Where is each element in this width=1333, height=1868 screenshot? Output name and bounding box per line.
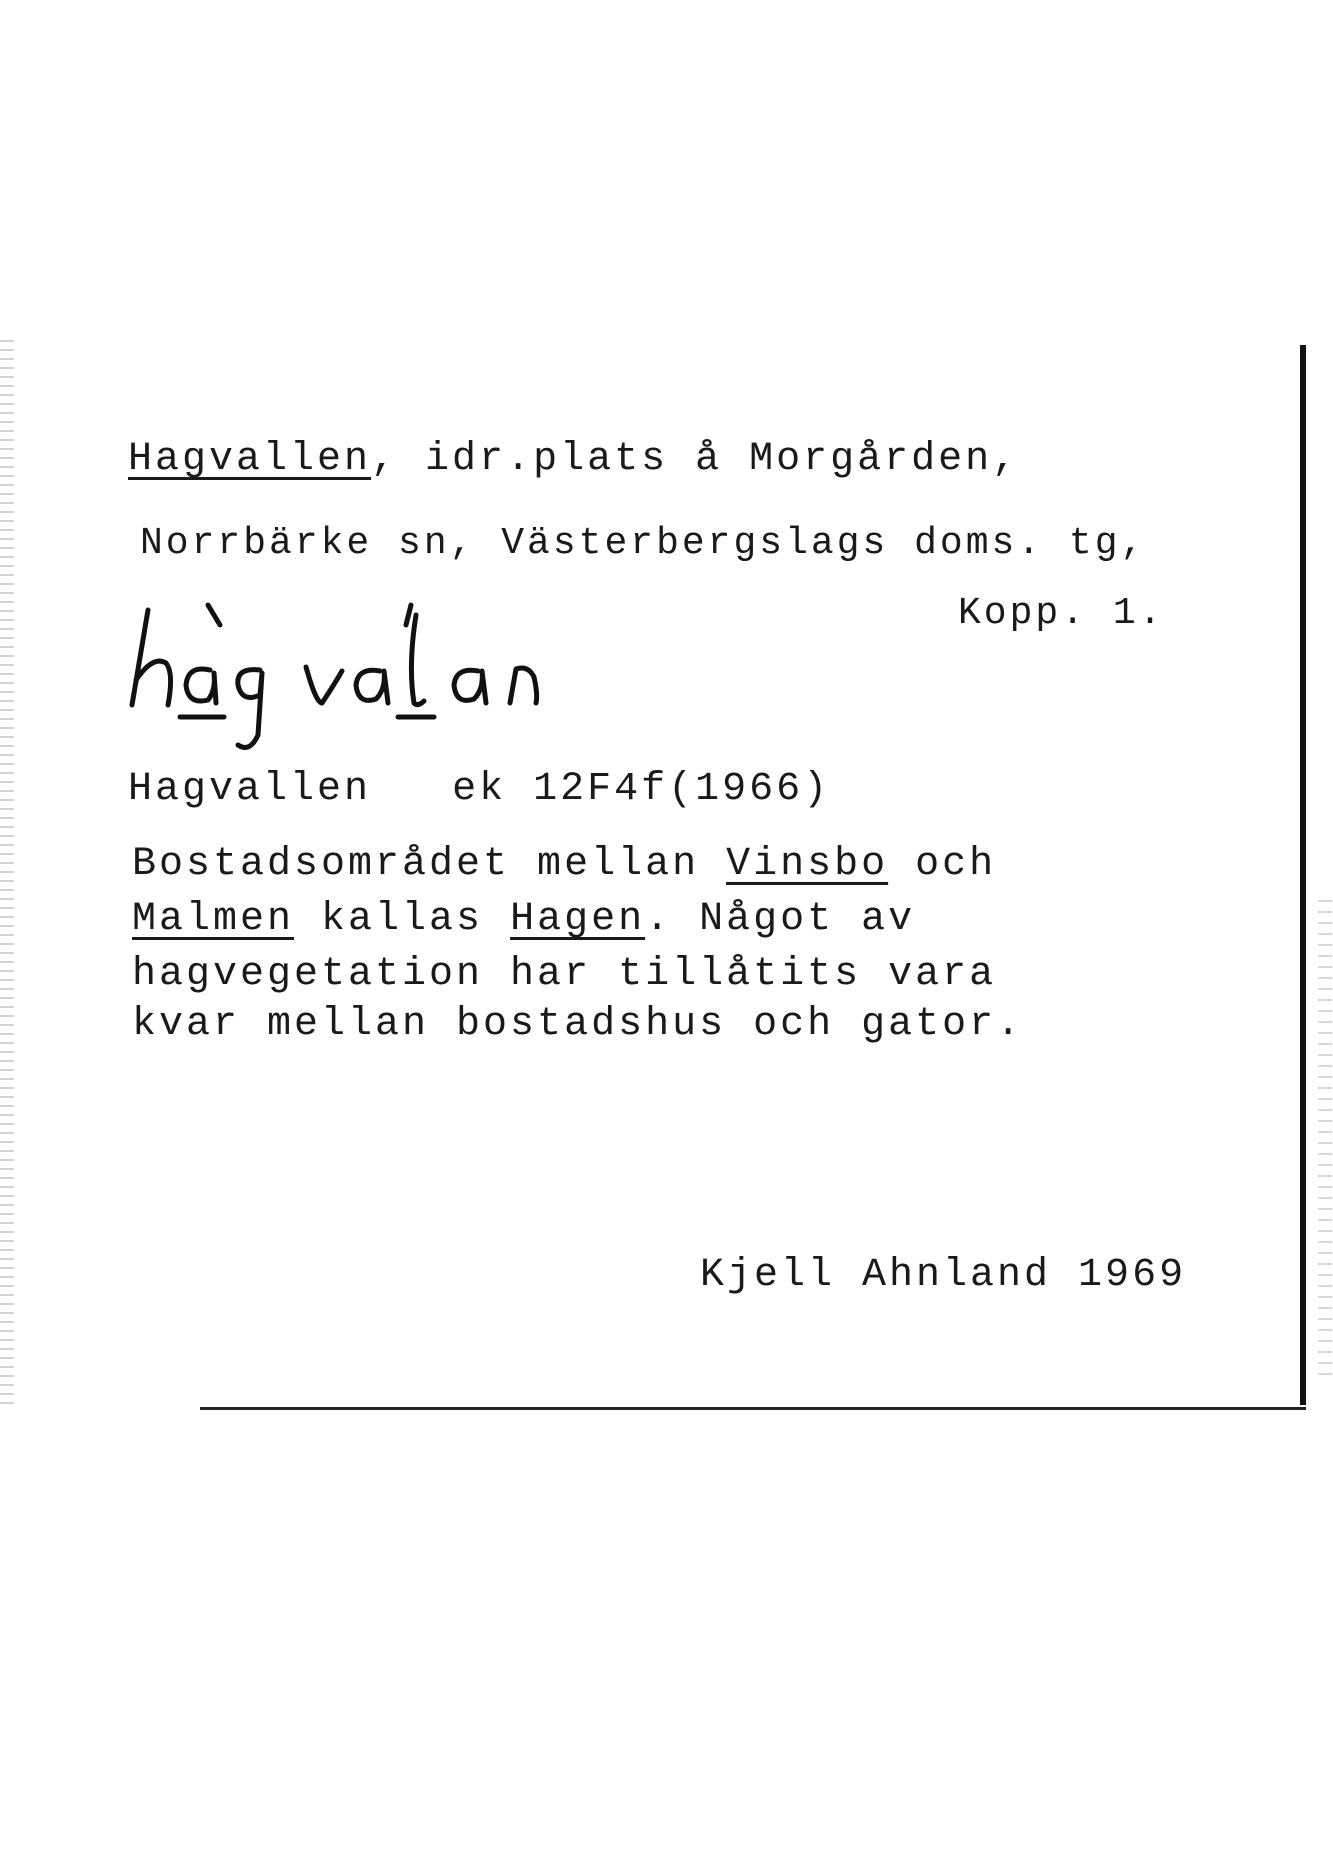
description-text: Bostadsområdet mellan	[132, 842, 727, 887]
header-line-2: Norrbärke sn, Västerbergslags doms. tg,	[140, 522, 1147, 565]
description-line-4: kvar mellan bostadshus och gator.	[132, 1002, 1024, 1047]
place-name-malmen: Malmen	[132, 897, 295, 942]
card-bottom-edge	[200, 1407, 1306, 1410]
map-ref-code: ek 12F4f(1966)	[452, 767, 831, 812]
description-text: . Något av	[645, 897, 916, 942]
author-signature: Kjell Ahnland 1969	[700, 1253, 1187, 1298]
header-line-1-rest: , idr.plats å Morgården,	[371, 437, 1020, 482]
headword: Hagvallen	[128, 437, 372, 482]
description-text: och	[888, 842, 997, 887]
map-reference	[128, 767, 831, 812]
scan-edge-noise	[0, 340, 14, 1410]
description-line-3: hagvegetation har tillåtits vara	[132, 952, 997, 997]
card-right-edge	[1300, 345, 1306, 1405]
place-name-vinsbo: Vinsbo	[726, 842, 889, 887]
source-reference: Kopp. 1.	[958, 592, 1165, 635]
header-line-1	[128, 437, 1020, 482]
map-ref-name: Hagvallen	[128, 767, 372, 812]
description-line-1	[132, 842, 997, 887]
description-text: kallas	[294, 897, 511, 942]
place-name-hagen: Hagen	[510, 897, 646, 942]
handwritten-pronunciation	[118, 585, 638, 755]
scan-edge-noise-right	[1318, 900, 1332, 1380]
description-line-2	[132, 897, 916, 942]
